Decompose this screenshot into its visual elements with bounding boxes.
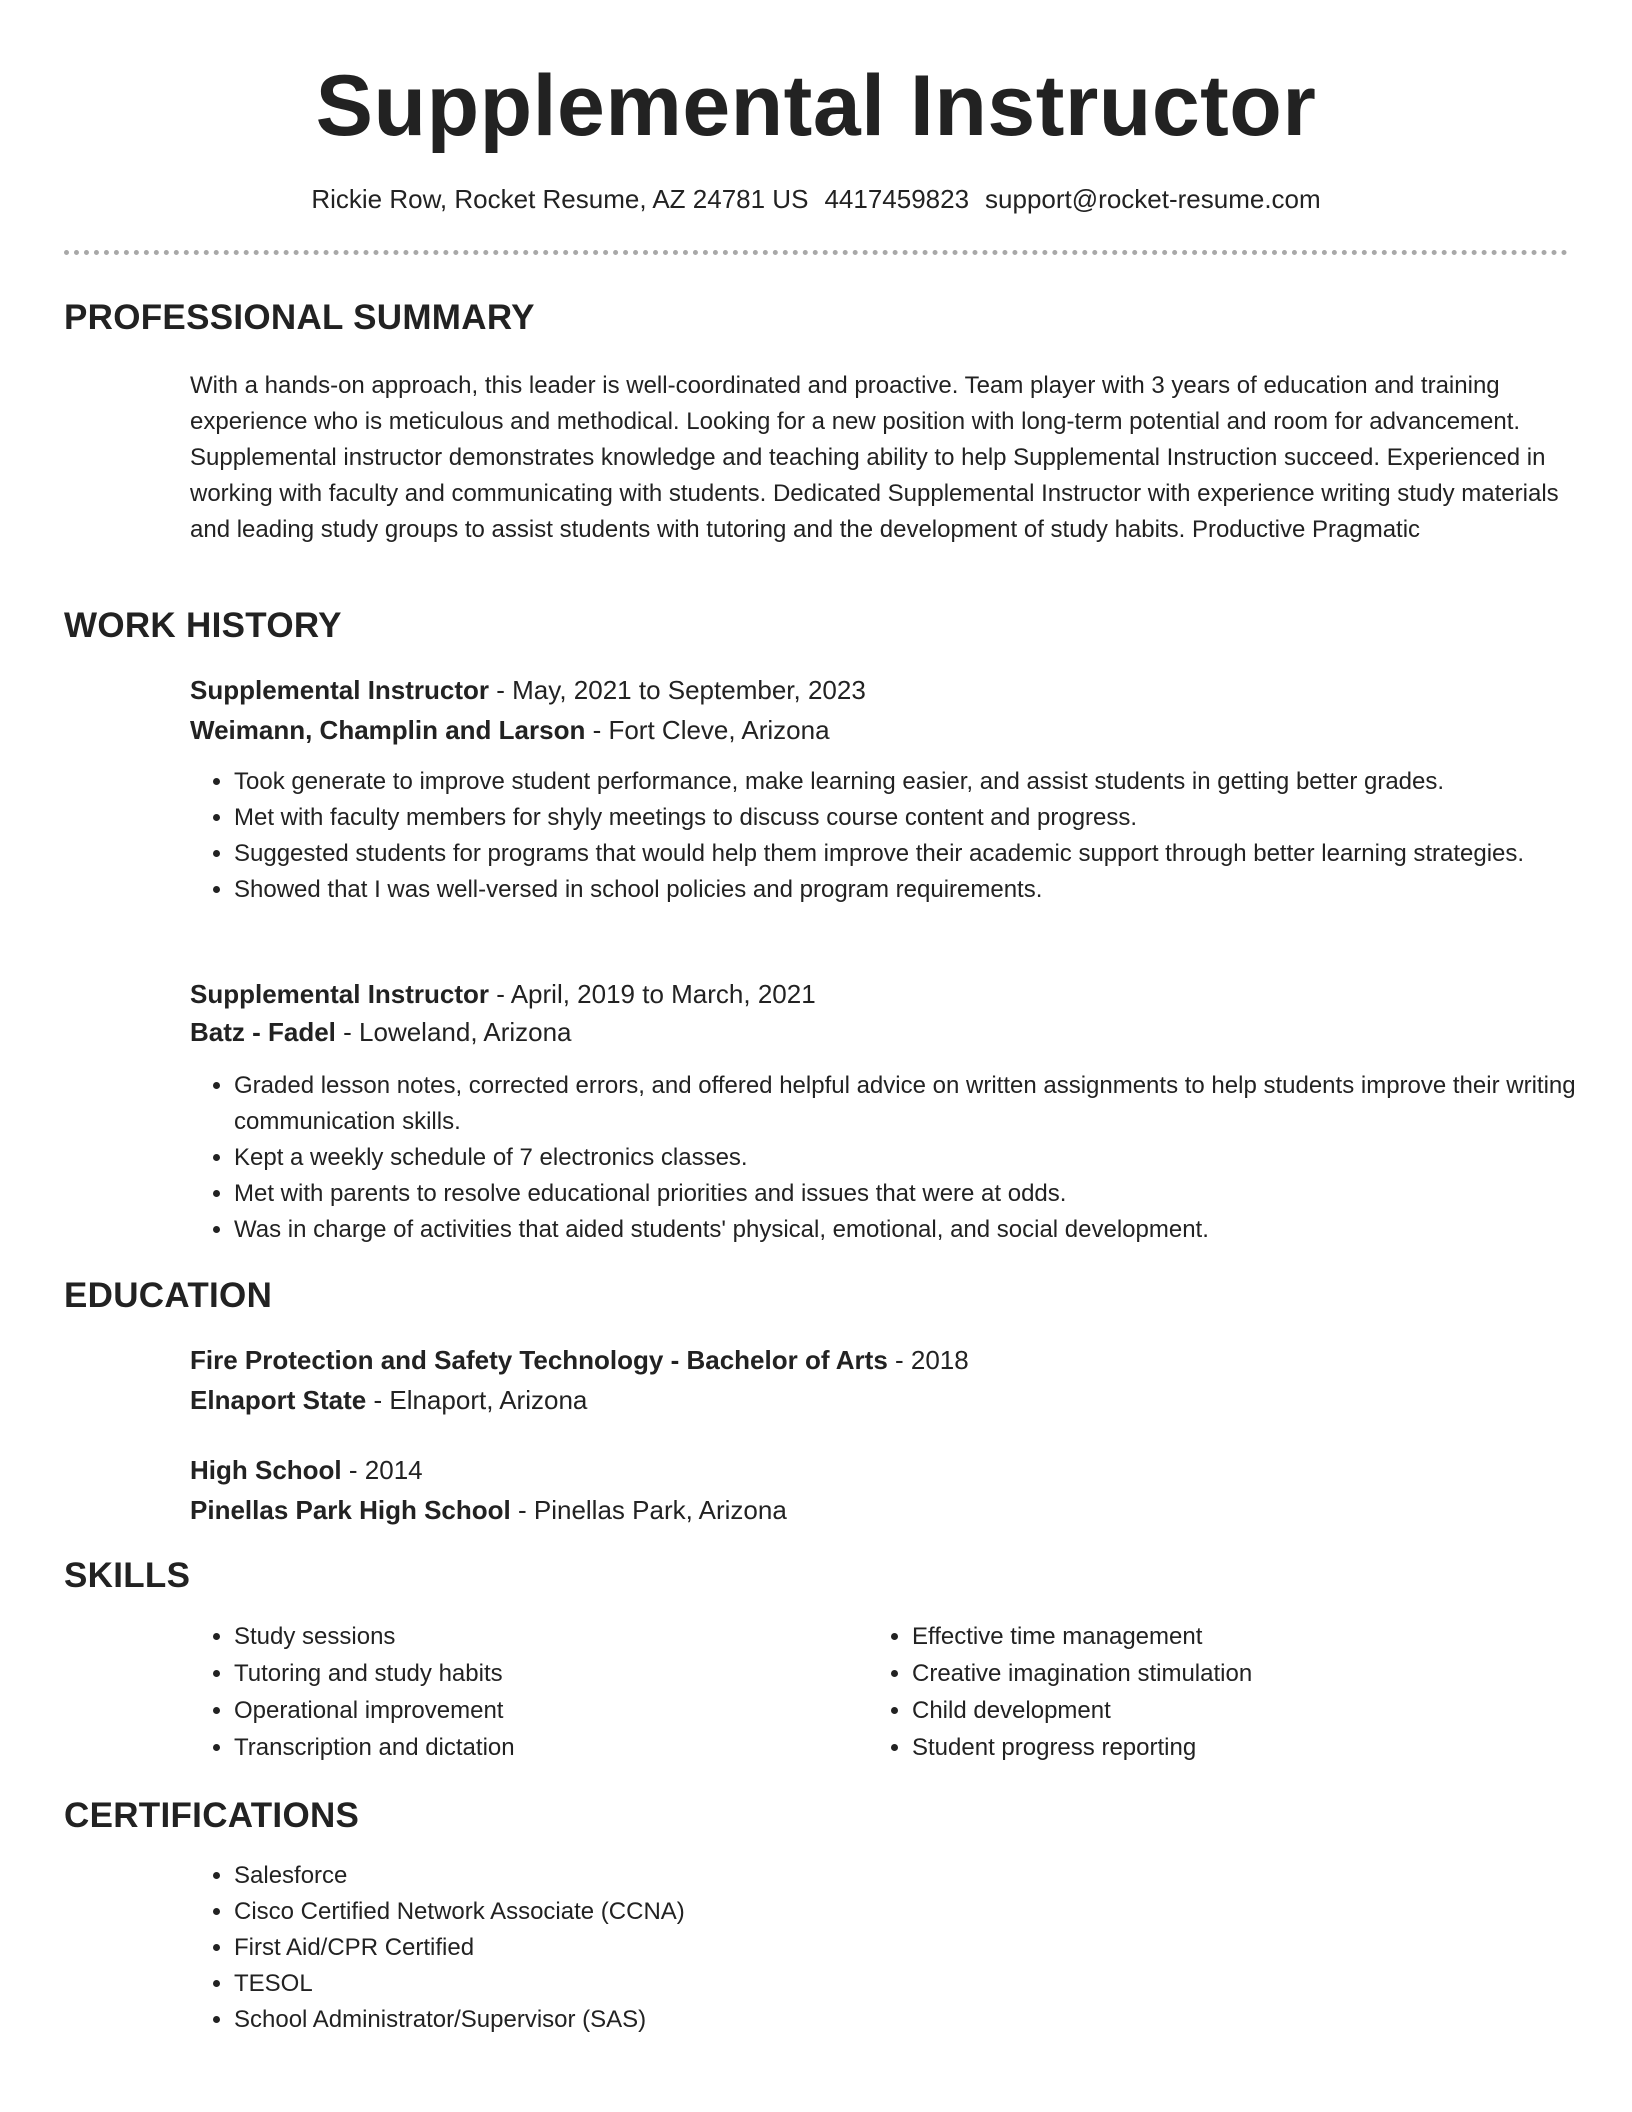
contact-line — [0, 182, 1632, 216]
education-degree: Fire Protection and Safety Technology - Bachelor of Arts — [190, 1345, 888, 1375]
job-title: Supplemental Instructor — [190, 979, 490, 1009]
job-company: Batz - Fadel — [190, 1017, 336, 1047]
list-item: • Met with faculty members for shyly meetings to discuss course content and progress. — [234, 800, 1614, 836]
job-dates: - April, 2019 to March, 2021 — [489, 979, 816, 1009]
education-heading: EDUCATION — [64, 1276, 273, 1315]
list-item: • Met with parents to resolve educational priorities and issues that were at odds. — [234, 1176, 1614, 1212]
list-item: • Effective time management — [912, 1618, 1592, 1655]
header-divider — [64, 250, 1568, 255]
list-item: • School Administrator/Supervisor (SAS) — [234, 2002, 1614, 2038]
list-item: • Student progress reporting — [912, 1729, 1592, 1766]
education-school: Pinellas Park High School — [190, 1495, 511, 1525]
resume-title: Supplemental Instructor — [315, 58, 1317, 154]
job-dates: - May, 2021 to September, 2023 — [489, 675, 866, 705]
summary-text: With a hands-on approach, this leader is well-coordinated and proactive. Team player with 3 years of education and training experience who is meticulous and methodical. Looking for a new position with long-term potential and room for advancement. Supplemental instructor demonstrates knowledge and teaching ability to help Supplemental Instruction succeed. Experienced in working with faculty and communicating with students. Dedicated Supplemental Instructor with experience writing study materials and leading study groups to assist students with tutoring and the development of study habits. Productive Pragmatic — [190, 372, 1559, 543]
job-2-bullets — [190, 1068, 1614, 1248]
skills-left-column — [190, 1618, 854, 1766]
list-item: • Creative imagination stimulation — [912, 1655, 1592, 1692]
list-item: • Operational improvement — [234, 1692, 854, 1729]
education-2-degree-line — [190, 1452, 423, 1488]
job-location: - Loweland, Arizona — [335, 1017, 572, 1047]
list-item: • First Aid/CPR Certified — [234, 1930, 1614, 1966]
list-item: • Kept a weekly schedule of 7 electronics classes. — [234, 1140, 1614, 1176]
education-location: - Pinellas Park, Arizona — [510, 1495, 787, 1525]
certifications-heading: CERTIFICATIONS — [64, 1796, 360, 1835]
job-2-company-line — [190, 1014, 572, 1050]
education-1-degree-line — [190, 1342, 969, 1378]
job-1-company-line — [190, 712, 830, 748]
education-degree: High School — [190, 1455, 342, 1485]
list-item: • Suggested students for programs that would help them improve their academic support through better learning strategies. — [234, 836, 1614, 872]
contact-email: support@rocket-resume.com — [985, 184, 1321, 214]
list-item: • Transcription and dictation — [234, 1729, 854, 1766]
summary-heading: PROFESSIONAL SUMMARY — [64, 298, 535, 337]
list-item: • Showed that I was well-versed in school policies and program requirements. — [234, 872, 1614, 908]
job-title: Supplemental Instructor — [190, 675, 490, 705]
contact-address: Rickie Row, Rocket Resume, AZ 24781 US — [311, 184, 809, 214]
list-item: • Salesforce — [234, 1858, 1614, 1894]
list-item: • Was in charge of activities that aided students' physical, emotional, and social development. — [234, 1212, 1614, 1248]
work-history-heading: WORK HISTORY — [64, 606, 342, 645]
education-school: Elnaport State — [190, 1385, 367, 1415]
list-item: • Cisco Certified Network Associate (CCNA) — [234, 1894, 1614, 1930]
education-year: - 2018 — [887, 1345, 969, 1375]
skills-heading: SKILLS — [64, 1556, 191, 1595]
list-item: • Child development — [912, 1692, 1592, 1729]
education-1-school-line — [190, 1382, 587, 1418]
list-item: • Took generate to improve student performance, make learning easier, and assist students in getting better grades. — [234, 764, 1614, 800]
skills-right-column — [868, 1618, 1592, 1766]
job-1-bullets — [190, 764, 1614, 908]
certifications-list — [190, 1858, 1614, 2038]
list-item: • TESOL — [234, 1966, 1614, 2002]
education-2-school-line — [190, 1492, 787, 1528]
list-item: • Tutoring and study habits — [234, 1655, 854, 1692]
list-item: • Graded lesson notes, corrected errors, and offered helpful advice on written assignments to help students improve their writing communication skills. — [234, 1068, 1614, 1140]
education-year: - 2014 — [341, 1455, 423, 1485]
job-company: Weimann, Champlin and Larson — [190, 715, 586, 745]
contact-phone: 4417459823 — [824, 184, 970, 214]
list-item: • Study sessions — [234, 1618, 854, 1655]
education-location: - Elnaport, Arizona — [366, 1385, 588, 1415]
job-1-title-line — [190, 672, 866, 708]
job-2-title-line — [190, 976, 816, 1012]
job-location: - Fort Cleve, Arizona — [585, 715, 830, 745]
